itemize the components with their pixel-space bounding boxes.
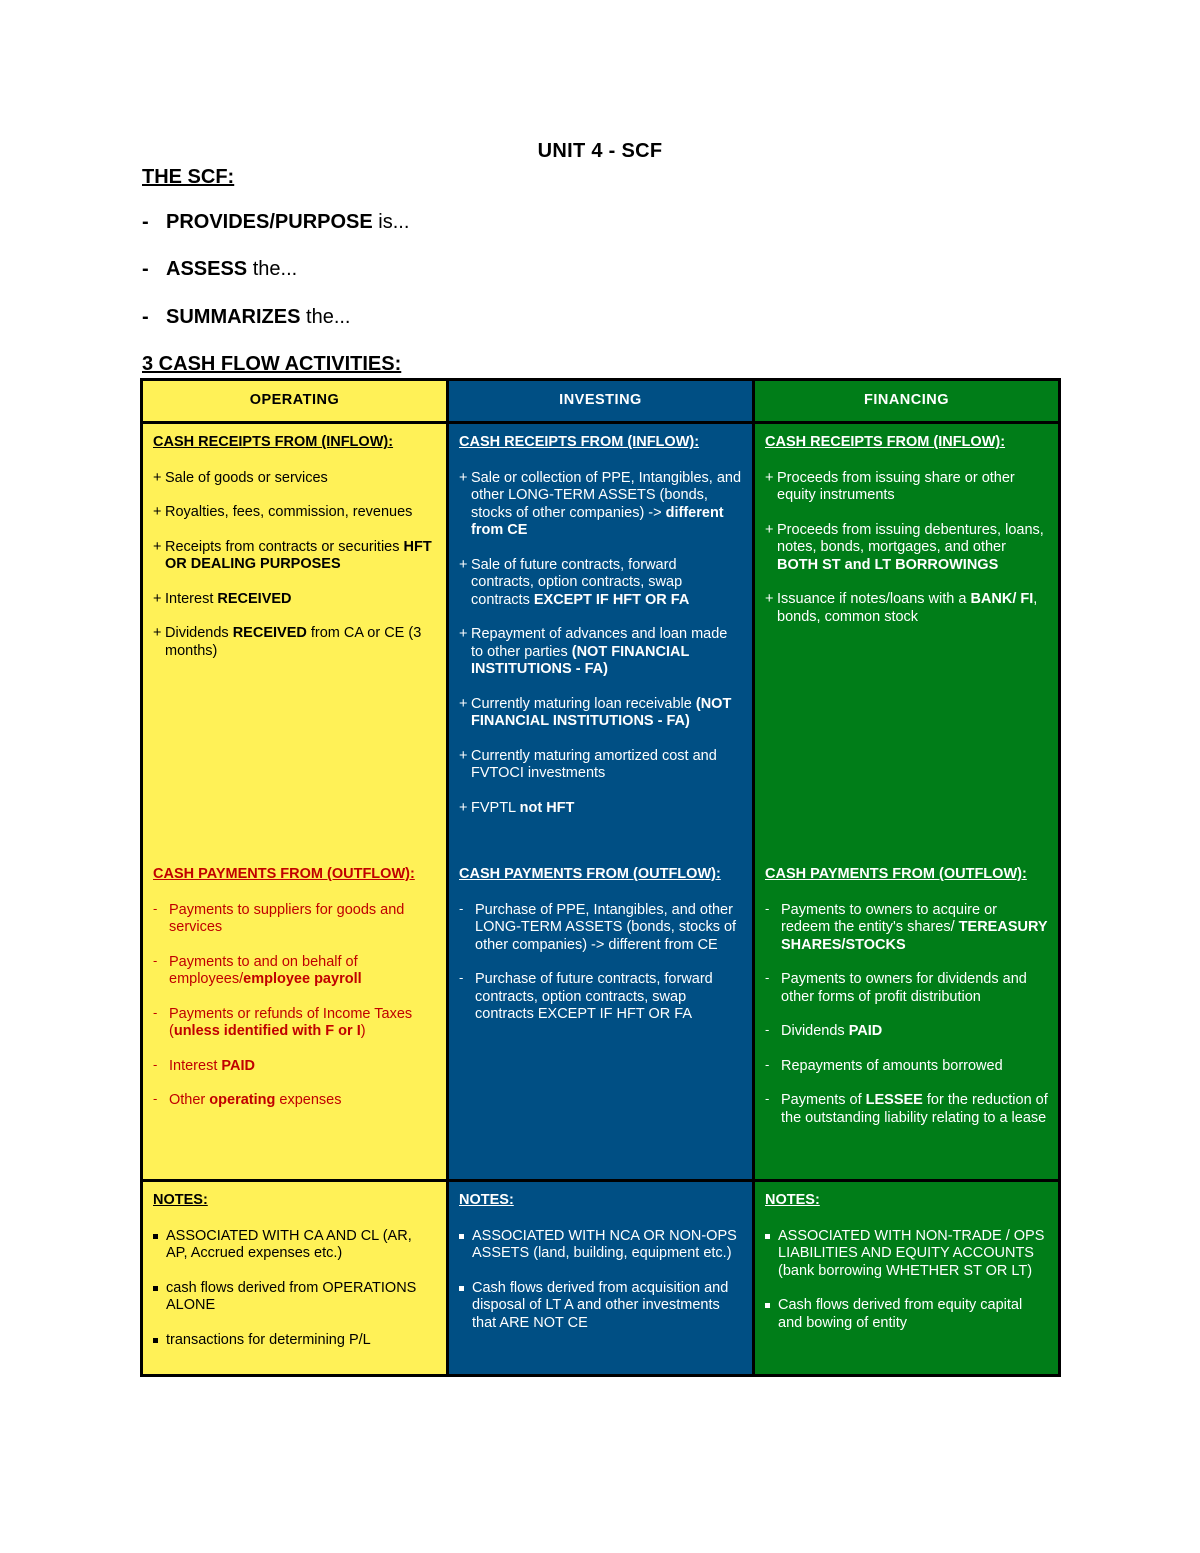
scf-point-3 — [142, 306, 350, 329]
item-text-bold: not HFT — [519, 799, 575, 816]
plus-icon: + — [459, 556, 468, 573]
item-text-bold: PAID — [221, 1057, 255, 1074]
item-text: Currently maturing loan receivable — [471, 695, 696, 712]
operating-outflow-label: CASH PAYMENTS FROM (OUTFLOW): — [153, 866, 415, 882]
list-item — [765, 1023, 1048, 1041]
dash-icon: - — [765, 1091, 770, 1106]
investing-inflow-label: CASH RECEIPTS FROM (INFLOW): — [459, 434, 700, 450]
investing-inflow-list — [459, 470, 742, 818]
dash-icon: - — [765, 970, 770, 985]
investing-body — [448, 423, 754, 1181]
item-text: Payments to suppliers for goods and services — [169, 901, 405, 935]
operating-notes — [142, 1181, 448, 1376]
dash-icon: - — [765, 900, 770, 916]
list-item — [459, 800, 742, 818]
item-text: Other — [169, 1092, 210, 1108]
plus-icon: + — [459, 799, 468, 816]
plus-icon: + — [459, 469, 468, 486]
dash-icon: - — [153, 1004, 158, 1020]
list-item — [153, 591, 436, 609]
scf-point-bold: ASSESS — [166, 258, 248, 280]
list-item — [765, 902, 1048, 955]
financing-notes-list — [765, 1228, 1048, 1333]
plus-icon: + — [459, 626, 468, 642]
item-text-bold: BANK/ FI — [970, 591, 1034, 607]
item-text: Payments of — [781, 1092, 866, 1108]
list-item — [459, 557, 742, 610]
item-text: for the reduction of the outstanding liability relating to a lease — [781, 1092, 1048, 1126]
dash-icon: - — [153, 1056, 158, 1072]
item-text-bold: employee payroll — [243, 971, 362, 987]
note-item — [153, 1228, 436, 1263]
list-item — [765, 522, 1048, 575]
item-text-bold: unless identified with F or I — [173, 1023, 361, 1039]
investing-header: INVESTING — [448, 380, 754, 423]
item-text: Payments to owners to acquire or redeem the entity's shares/ — [781, 901, 997, 935]
note-text: Cash flows derived from acquisition and disposal of LT A and other investments that ARE NOT CE — [472, 1279, 729, 1331]
list-item — [153, 504, 436, 522]
dash-icon: - — [459, 900, 464, 916]
item-text-bold: (NOT FINANCIAL INSTITUTIONS - FA) — [471, 643, 690, 677]
scf-heading: THE SCF: — [142, 166, 235, 188]
square-bullet-icon — [153, 1286, 158, 1291]
plus-icon: + — [153, 538, 162, 555]
item-text: Repayment of advances and loan made to other parties — [471, 626, 728, 660]
note-text: ASSOCIATED WITH NON-TRADE / OPS LIABILITIES AND EQUITY ACCOUNTS (bank borrowing WHETHER ST OR LT) — [778, 1227, 1045, 1279]
item-text-bold: LESSEE — [865, 1092, 923, 1108]
investing-outflow-label: CASH PAYMENTS FROM (OUTFLOW): — [459, 866, 721, 882]
list-item — [459, 626, 742, 679]
item-text-bold: EXCEPT IF HFT OR FA — [533, 591, 690, 608]
dash-icon: - — [142, 258, 149, 280]
financing-body — [754, 423, 1060, 1181]
list-item — [459, 748, 742, 783]
operating-notes-list — [153, 1228, 436, 1350]
item-text: Proceeds from issuing share or other equity instruments — [777, 469, 1015, 503]
list-item — [459, 470, 742, 540]
list-item — [153, 1092, 436, 1110]
item-text: Payments to owners for dividends and other forms of profit distribution — [781, 971, 1027, 1005]
item-text: FVPTL — [471, 799, 520, 816]
financing-outflow-list — [765, 902, 1048, 1128]
financing-outflow-label: CASH PAYMENTS FROM (OUTFLOW): — [765, 866, 1027, 882]
square-bullet-icon — [765, 1234, 770, 1239]
note-item — [459, 1228, 742, 1263]
plus-icon: + — [459, 747, 468, 764]
item-text: Sale or collection of PPE, Intangibles, and other LONG-TERM ASSETS (bonds, stocks of other companies) -> — [471, 469, 742, 521]
item-text: , bonds, common stock — [777, 591, 1038, 625]
item-text: Purchase of future contracts, forward contracts, option contracts, swap contracts EXCEPT IF HFT OR FA — [475, 971, 713, 1022]
list-item — [459, 696, 742, 731]
item-text-bold: different from CE — [471, 504, 724, 538]
item-text-bold: PAID — [848, 1023, 883, 1039]
financing-notes — [754, 1181, 1060, 1376]
dash-icon: - — [142, 306, 149, 328]
note-item — [153, 1332, 436, 1350]
note-item — [765, 1228, 1048, 1281]
item-text-bold: (NOT FINANCIAL INSTITUTIONS - FA) — [471, 695, 732, 729]
list-item — [765, 591, 1048, 626]
note-text: cash flows derived from OPERATIONS ALONE — [166, 1279, 417, 1313]
square-bullet-icon — [153, 1338, 158, 1343]
list-item — [765, 470, 1048, 505]
dash-icon: - — [153, 900, 158, 916]
item-text: Purchase of PPE, Intangibles, and other LONG-TERM ASSETS (bonds, stocks of other companies) -> different from CE — [475, 901, 737, 953]
financing-inflow-label: CASH RECEIPTS FROM (INFLOW): — [765, 434, 1006, 450]
item-text-bold: HFT OR DEALING PURPOSES — [165, 538, 432, 572]
item-text: Payments or refunds of Income Taxes ( — [169, 1005, 413, 1039]
scf-point-1 — [142, 211, 409, 234]
note-item — [765, 1297, 1048, 1332]
square-bullet-icon — [153, 1234, 158, 1239]
financing-notes-label: NOTES: — [765, 1192, 820, 1208]
list-item — [765, 971, 1048, 1006]
plus-icon: + — [459, 695, 468, 712]
activities-heading: 3 CASH FLOW ACTIVITIES: — [142, 353, 402, 375]
operating-inflow-label: CASH RECEIPTS FROM (INFLOW): — [153, 434, 394, 450]
page-title: UNIT 4 - SCF — [537, 140, 663, 162]
note-text: transactions for determining P/L — [166, 1331, 371, 1348]
investing-outflow-list — [459, 902, 742, 1024]
plus-icon: + — [765, 521, 774, 538]
scf-point-bold: SUMMARIZES — [166, 306, 301, 328]
scf-point-rest: the... — [247, 258, 298, 280]
plus-icon: + — [153, 504, 162, 520]
list-item — [459, 902, 742, 955]
financing-header: FINANCING — [754, 380, 1060, 423]
item-text: Repayments of amounts borrowed — [781, 1057, 1003, 1074]
list-item — [153, 954, 436, 989]
dash-icon: - — [142, 211, 149, 233]
list-item — [459, 971, 742, 1024]
note-item — [153, 1280, 436, 1315]
item-text: Issuance if notes/loans with a — [777, 591, 971, 607]
item-text: Dividends — [781, 1023, 849, 1039]
plus-icon: + — [765, 469, 774, 486]
item-text-bold: BOTH ST and LT BORROWINGS — [777, 556, 999, 573]
item-text: Interest — [169, 1057, 222, 1074]
dash-icon: - — [153, 952, 158, 968]
item-text: Dividends — [165, 625, 233, 641]
note-text: Cash flows derived from equity capital and bowing of entity — [778, 1297, 1023, 1331]
item-text: Payments to and on behalf of employees/ — [169, 953, 358, 987]
plus-icon: + — [153, 469, 162, 486]
dash-icon: - — [153, 1091, 158, 1106]
scf-point-2 — [142, 258, 297, 281]
investing-notes-list — [459, 1228, 742, 1333]
note-text: ASSOCIATED WITH CA AND CL (AR, AP, Accrued expenses etc.) — [166, 1227, 412, 1261]
dash-icon: - — [765, 1022, 770, 1037]
plus-icon: + — [153, 590, 162, 607]
item-text: Sale of goods or services — [165, 469, 328, 486]
item-text: from CA or CE (3 months) — [165, 625, 422, 659]
operating-header: OPERATING — [142, 380, 448, 423]
list-item — [153, 470, 436, 488]
list-item — [153, 902, 436, 937]
investing-notes-label: NOTES: — [459, 1192, 514, 1208]
note-text: ASSOCIATED WITH NCA OR NON-OPS ASSETS (land, building, equipment etc.) — [472, 1227, 737, 1261]
list-item — [765, 1092, 1048, 1127]
list-item — [153, 625, 436, 660]
operating-inflow-list — [153, 470, 436, 661]
item-text: Receipts from contracts or securities — [165, 538, 404, 555]
scf-point-rest: the... — [300, 306, 351, 328]
item-text-bold: RECEIVED — [232, 625, 307, 641]
list-item — [153, 1006, 436, 1041]
item-text-bold: TEREASURY SHARES/STOCKS — [781, 919, 1048, 953]
dash-icon: - — [765, 1056, 770, 1072]
operating-body — [142, 423, 448, 1181]
list-item — [765, 1058, 1048, 1076]
scf-point-bold: PROVIDES/PURPOSE — [166, 211, 373, 233]
item-text: Currently maturing amortized cost and FVTOCI investments — [471, 747, 717, 781]
operating-outflow-list — [153, 902, 436, 1110]
scf-point-rest: is... — [372, 211, 410, 233]
note-item — [459, 1280, 742, 1333]
item-text: Royalties, fees, commission, revenues — [165, 504, 413, 520]
cash-flow-table — [140, 378, 1061, 1377]
plus-icon: + — [153, 625, 162, 641]
square-bullet-icon — [765, 1303, 770, 1308]
item-text: Interest — [165, 590, 218, 607]
list-item — [153, 1058, 436, 1076]
item-text: Proceeds from issuing debentures, loans, notes, bonds, mortgages, and other — [777, 521, 1044, 555]
item-text: ) — [360, 1023, 366, 1039]
financing-inflow-list — [765, 470, 1048, 627]
plus-icon: + — [765, 591, 774, 607]
investing-notes — [448, 1181, 754, 1376]
item-text: expenses — [275, 1092, 342, 1108]
list-item — [153, 539, 436, 574]
item-text: Sale of future contracts, forward contracts, option contracts, swap contracts — [471, 556, 683, 608]
square-bullet-icon — [459, 1286, 464, 1291]
item-text-bold: RECEIVED — [217, 590, 292, 607]
square-bullet-icon — [459, 1234, 464, 1239]
item-text-bold: operating — [209, 1092, 276, 1108]
operating-notes-label: NOTES: — [153, 1192, 208, 1208]
dash-icon: - — [459, 970, 464, 985]
